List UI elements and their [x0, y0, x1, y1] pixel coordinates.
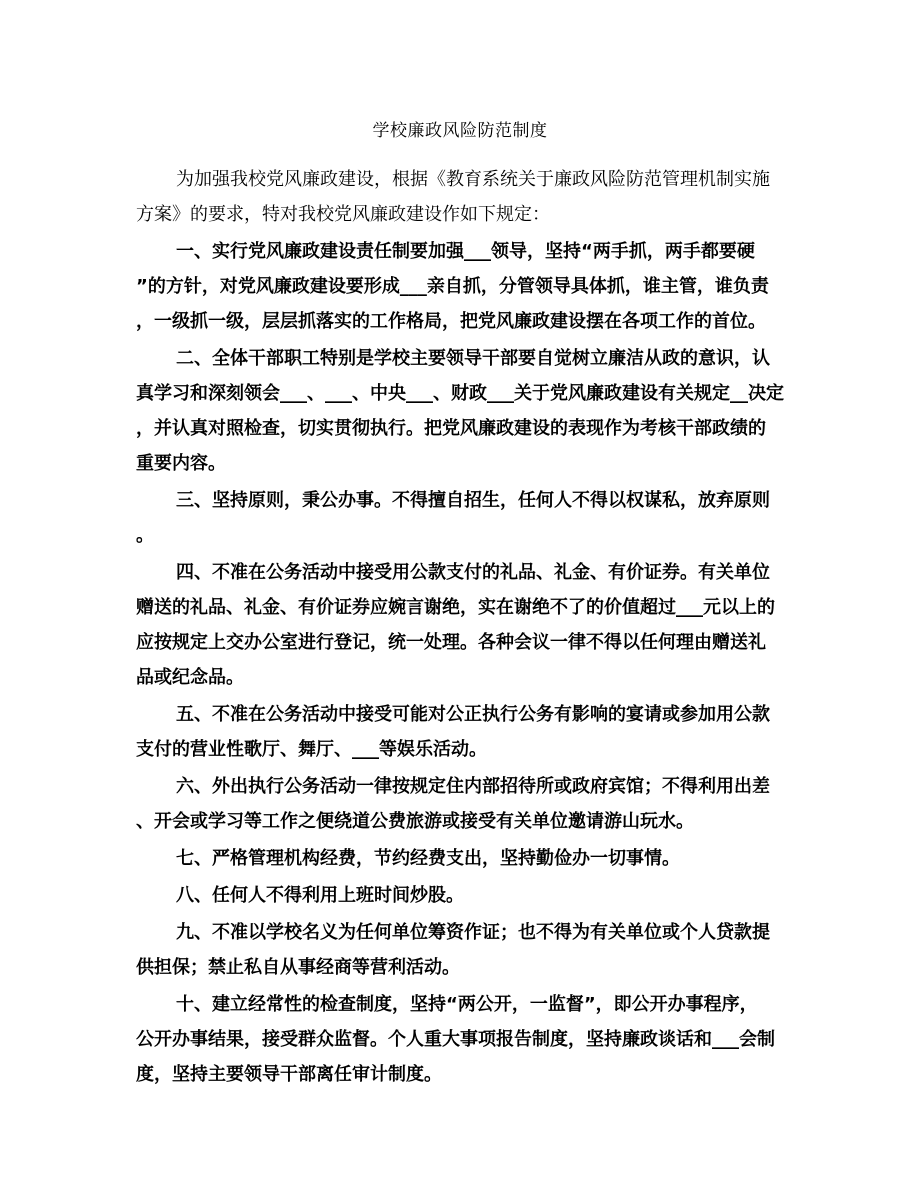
clause-line: ”的方针，对党风廉政建设要形成___亲自抓，分管领导具体抓，谁主管，谁负责	[136, 276, 769, 297]
clause-line: ，并认真对照检查，切实贯彻执行。把党风廉政建设的表现作为考核干部政绩的	[136, 418, 766, 439]
clause-1	[136, 234, 786, 339]
intro-line: 方案》的要求，特对我校党风廉政建设作如下规定：	[136, 204, 550, 225]
clause-line: 供担保；禁止私自从事经商等营利活动。	[136, 957, 460, 978]
clause-line: 十、建立经常性的检查制度，坚持“两公开，一监督”，即公开办事程序，	[176, 994, 758, 1015]
clause-line: 五、不准在公务活动中接受可能对公正执行公务有影响的宴请或参加用公款	[176, 704, 770, 725]
clause-line: 公开办事结果，接受群众监督。个人重大事项报告制度，坚持廉政谈话和___会制	[136, 1029, 775, 1050]
clause-line: 赠送的礼品、礼金、有价证券应婉言谢绝，实在谢绝不了的价值超过___元以上的	[136, 597, 775, 618]
clause-line: 三、坚持原则，秉公办事。不得擅自招生，任何人不得以权谋私，放弃原则	[176, 490, 770, 511]
clause-line: ，一级抓一级，层层抓落实的工作格局，把党风廉政建设摆在各项工作的首位。	[136, 311, 766, 332]
document-title: 学校廉政风险防范制度	[372, 121, 548, 141]
document-body	[136, 162, 786, 1094]
clause-5	[136, 697, 786, 767]
intro-paragraph	[136, 162, 786, 232]
clause-line: 一、实行党风廉政建设责任制要加强___领导，坚持“两手抓，两手都要硬	[176, 241, 755, 262]
clause-9	[136, 915, 786, 985]
intro-line: 为加强我校党风廉政建设，根据《教育系统关于廉政风险防范管理机制实施	[176, 169, 770, 190]
clause-line: 四、不准在公务活动中接受用公款支付的礼品、礼金、有价证券。有关单位	[176, 562, 770, 583]
clause-line: 七、严格管理机构经费，节约经费支出，坚持勤俭办一切事情。	[176, 848, 680, 869]
clause-line: 品或纪念品。	[136, 667, 244, 688]
clause-3	[136, 483, 786, 553]
clause-line: 应按规定上交办公室进行登记，统一处理。各种会议一律不得以任何理由赠送礼	[136, 632, 766, 653]
clause-line: 度，坚持主要领导干部离任审计制度。	[136, 1064, 442, 1085]
clause-4	[136, 555, 786, 695]
clause-line: 、开会或学习等工作之便绕道公费旅游或接受有关单位邀请游山玩水。	[136, 811, 694, 832]
clause-6	[136, 769, 786, 839]
clause-line: 重要内容。	[136, 453, 226, 474]
clause-line: 八、任何人不得利用上班时间炒股。	[176, 885, 464, 906]
clause-line: 支付的营业性歌厅、舞厅、___等娱乐活动。	[136, 739, 487, 760]
clause-8	[136, 878, 786, 913]
clause-line: 六、外出执行公务活动一律按规定住内部招待所或政府宾馆；不得利用出差	[176, 776, 770, 797]
clause-line: 真学习和深刻领会___、___、中央___、财政___关于党风廉政建设有关规定__决定	[136, 383, 784, 404]
clause-2	[136, 341, 786, 481]
clause-line: 。	[136, 525, 154, 546]
clause-7	[136, 841, 786, 876]
clause-line: 九、不准以学校名义为任何单位筹资作证；也不得为有关单位或个人贷款提	[176, 922, 770, 943]
clause-line: 二、全体干部职工特别是学校主要领导干部要自觉树立廉洁从政的意识，认	[176, 348, 770, 369]
clause-10	[136, 987, 786, 1092]
